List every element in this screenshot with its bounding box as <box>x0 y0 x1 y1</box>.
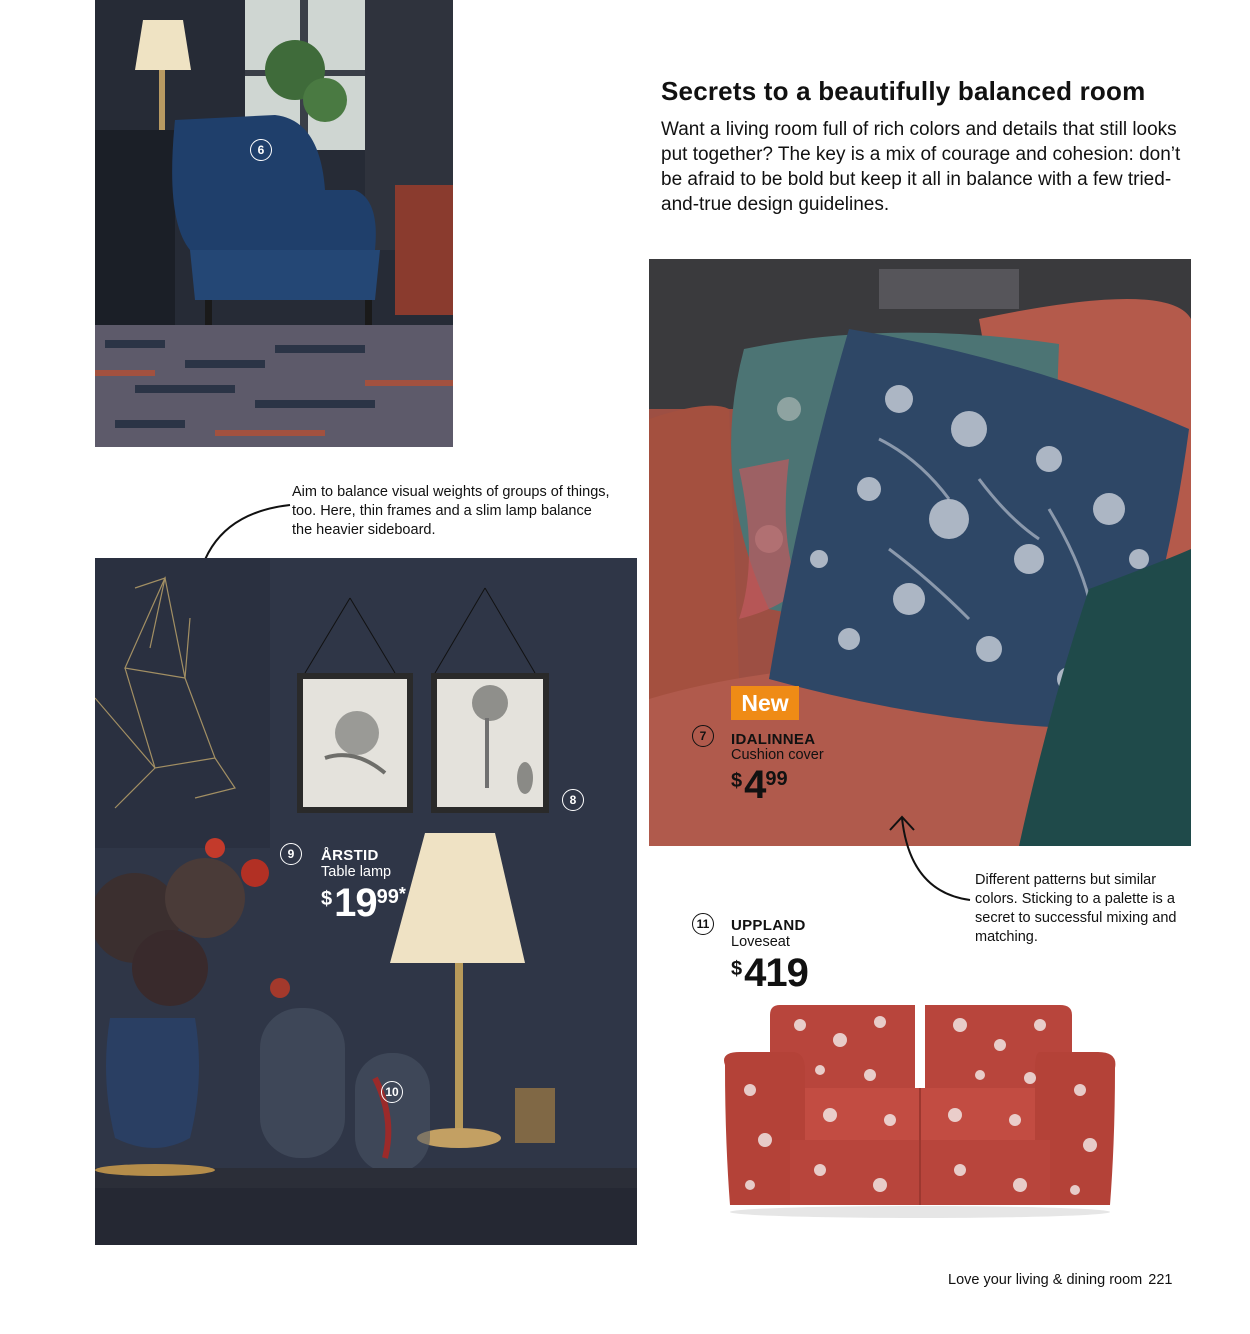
price-integer: 419 <box>744 951 808 995</box>
item-marker-6: 6 <box>250 139 272 161</box>
item-marker-11: 11 <box>692 913 714 935</box>
price-integer: 19 <box>334 881 377 925</box>
product-name-idalinnea: IDALINNEA <box>731 731 816 748</box>
balance-callout-text: Aim to balance visual weights of groups of things, too. Here, thin frames and a slim lamp balance the heavier sideboard. <box>292 484 610 538</box>
item-marker-8: 8 <box>562 789 584 811</box>
page-number: 221 <box>1148 1272 1173 1288</box>
product-desc-uppland: Loveseat <box>731 934 790 950</box>
product-desc-idalinnea: Cushion cover <box>731 747 824 763</box>
price-idalinnea <box>731 764 788 806</box>
product-name-uppland: UPPLAND <box>731 917 806 934</box>
product-desc-arstid: Table lamp <box>321 864 392 880</box>
price-decimal: 99 <box>765 768 788 790</box>
footer-section-title: Love your living & dining room <box>948 1272 1143 1288</box>
intro-paragraph: Want a living room full of rich colors and details that still looks put together? The key is a mix of courage and cohesion: don’t be afraid to be bold but keep it all in balance with a few tried-and-true design guidelines. <box>661 119 1181 215</box>
item-marker-7: 7 <box>692 725 714 747</box>
price-currency: $ <box>731 958 743 980</box>
loveseat-photo <box>720 1000 1120 1220</box>
product-name-arstid: ÅRSTID <box>321 847 379 864</box>
price-currency: $ <box>731 770 743 792</box>
price-currency: $ <box>321 888 333 910</box>
price-arstid <box>321 882 406 924</box>
page-headline: Secrets to a beautifully balanced room <box>661 76 1146 106</box>
price-asterisk: * <box>398 884 406 904</box>
item-marker-10: 10 <box>381 1081 403 1103</box>
new-badge: New <box>731 686 799 720</box>
price-uppland <box>731 952 808 994</box>
item-marker-9: 9 <box>280 843 302 865</box>
page-footer <box>948 1272 1172 1288</box>
armchair-room-photo <box>95 0 453 447</box>
price-decimal: 99 <box>376 886 399 908</box>
patterns-arrow-icon <box>880 812 980 912</box>
patterns-callout-text: Different patterns but similar colors. Sticking to a palette is a secret to successful mixing and matching. <box>975 872 1177 945</box>
price-integer: 4 <box>744 763 766 807</box>
